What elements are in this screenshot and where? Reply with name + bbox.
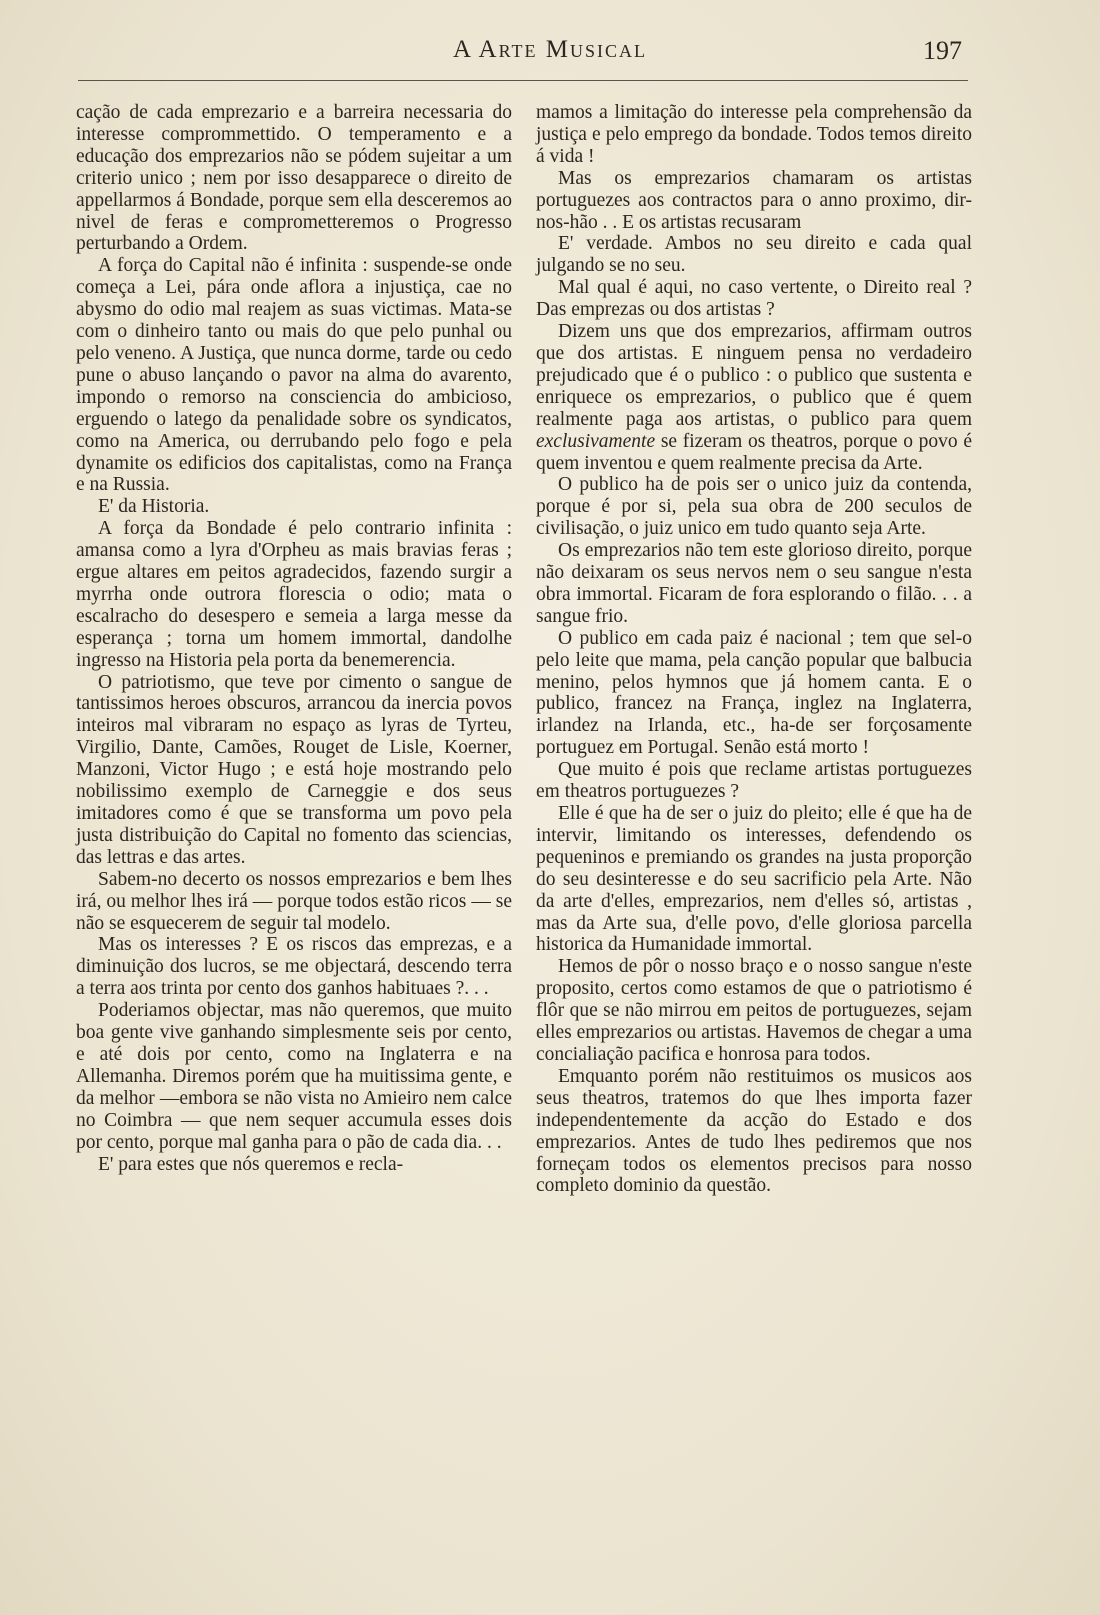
paragraph: Elle é que ha de ser o juiz do pleito; elle é que ha de intervir, limitando os interesses, defendendo os pequeninos e premiando os grandes na justa proporção do seu desinteresse e do seu sacrificio pela Arte. Não da arte d'elles, emprezarios, nem d'elles só, artistas , mas da Arte sua, d'elle povo, d'elle gloriosa parcella historica da Humanidade immortal. bbox=[536, 803, 972, 956]
paragraph: E' da Historia. bbox=[98, 496, 210, 518]
paragraph: Que muito é pois que reclame artistas portuguezes em theatros portuguezes ? bbox=[536, 759, 972, 803]
paragraph: E' para estes que nós queremos e recla- bbox=[98, 1153, 404, 1175]
paragraph: Sabem-no decerto os nossos emprezarios e bem lhes irá, ou melhor lhes irá — porque todos estão ricos — se não se esquecerem de seguir tal modelo. bbox=[76, 868, 512, 934]
paragraph bbox=[536, 321, 972, 474]
paragraph-text: Dizem uns que dos emprezarios, affirmam outros que dos artistas. E ninguem pensa no verdadeiro prejudicado que é o publico : o publico que sustenta e enriquece os emprezarios, o publico que é quem realmente paga aos artistas, o publico para quem bbox=[536, 321, 972, 430]
paragraph: Emquanto porém não restituimos os musicos aos seus theatros, tratemos do que lhes importa fazer independentemente da acção do Estado e dos emprezarios. Antes de tudo lhes pediremos que nos forneçam todos os elementos precisos para nosso completo dominio da questão. bbox=[536, 1065, 972, 1197]
running-title: A Arte Musical bbox=[453, 36, 647, 63]
paragraph: O patriotismo, que teve por cimento o sangue de tantissimos heroes obscuros, arrancou da inercia povos inteiros mal vibraram no espaço as lyras de Tyrteu, Virgilio, Dante, Camões, Rouget de Lisle, Koerner, Manzoni, Victor Hugo ; e está hoje mostrando pelo nobilissimo exemplo de Carneggie e dos seus imitadores como é que se transforma um povo pela justa distribuição do Capital no fomento das sciencias, das lettras e das artes. bbox=[76, 671, 512, 868]
emphasis-text: exclusivamente bbox=[536, 430, 656, 452]
header-rule bbox=[78, 80, 968, 81]
paragraph: E' verdade. Ambos no seu direito e cada qual julgando se no seu. bbox=[536, 233, 972, 277]
paragraph: Mal qual é aqui, no caso vertente, o Direito real ? Das emprezas ou dos artistas ? bbox=[536, 277, 972, 321]
paragraph: cação de cada emprezario e a barreira necessaria do interesse comprommettido. O temperamento e a educação dos emprezarios não se pódem sujeitar a um criterio unico ; nem por isso desapparece o direito de appellarmos á Bondade, porque sem ella desceremos ao nivel de feras e comprometteremos o Progresso perturbando a Ordem. bbox=[76, 102, 512, 255]
paragraph: A força da Bondade é pelo contrario infinita : amansa como a lyra d'Orpheu as mais bravias feras ; ergue altares em peitos agradecidos, fazendo surgir a myrrha onde outrora florescia o odio; mata o escalracho do desespero e semeia a larga messe da esperança ; torna um homem immortal, dandolhe ingresso na Historia pela porta da benemerencia. bbox=[76, 518, 512, 671]
page-number: 197 bbox=[923, 36, 962, 65]
paragraph: mamos a limitação do interesse pela comprehensão da justiça e pelo emprego da bondade. Todos temos direito á vida ! bbox=[536, 102, 972, 167]
left-column bbox=[76, 102, 512, 1175]
paragraph: Os emprezarios não tem este glorioso direito, porque não deixaram os seus nervos nem o seu sangue n'esta obra immortal. Ficaram de fora esplorando o filão. . . a sangue frio. bbox=[536, 540, 972, 627]
paragraph: Poderiamos objectar, mas não queremos, que muito boa gente vive ganhando simplesmente seis por cento, e até dois por cento, como na Inglaterra e na Allemanha. Diremos porém que ha muitissima gente, e da melhor —embora se não vista no Amieiro nem calce no Coimbra — que nem sequer accumula esses dois por cento, porque mal ganha para o pão de cada dia. . . bbox=[76, 1000, 512, 1153]
right-column bbox=[536, 102, 972, 1197]
paragraph: A força do Capital não é infinita : suspende-se onde começa a Lei, pára onde aflora a injustiça, cae no abysmo do odio mal reajem as suas victimas. Mata-se com o dinheiro tanto ou mais do que pelo punhal ou pelo veneno. A Justiça, que nunca dorme, tarde ou cedo pune o abuso lançando o pavor na alma do avarento, impondo o remorso na consciencia do ambicioso, erguendo o latego da penalidade sobre os syndicatos, como na America, ou derrubando pelo fogo e pela dynamite os edificios dos capitalistas, como na França e na Russia. bbox=[76, 255, 512, 496]
paragraph-text: se fizeram os theatros, porque o povo é quem inventou e quem realmente precisa da Arte. bbox=[536, 430, 972, 474]
paragraph: Mas os interesses ? E os riscos das emprezas, e a diminuição dos lucros, se me objectará, descendo terra a terra aos trinta por cento dos ganhos habituaes ?. . . bbox=[76, 934, 512, 1000]
paragraph: Mas os emprezarios chamaram os artistas portuguezes aos contractos para o anno proximo, dir-nos-hão . . E os artistas recusaram bbox=[536, 167, 972, 233]
paragraph: O publico em cada paiz é nacional ; tem que sel-o pelo leite que mama, pela canção popular que balbucia menino, pelos hymnos que já homem canta. E o publico, francez na França, inglez na Inglaterra, irlandez na Irlanda, etc., ha-de ser forçosamente portuguez em Portugal. Senão está morto ! bbox=[536, 627, 972, 759]
paragraph: Hemos de pôr o nosso braço e o nosso sangue n'este proposito, certos como estamos de que o patriotismo é flôr que se não mirrou em peitos de portuguezes, sejam elles emprezarios ou artistas. Havemos de chegar a uma concialiação pacifica e honrosa para todos. bbox=[536, 956, 972, 1065]
paragraph: O publico ha de pois ser o unico juiz da contenda, porque é por si, pela sua obra de 200 seculos de civilisação, o juiz unico em tudo quanto seja Arte. bbox=[536, 474, 972, 540]
